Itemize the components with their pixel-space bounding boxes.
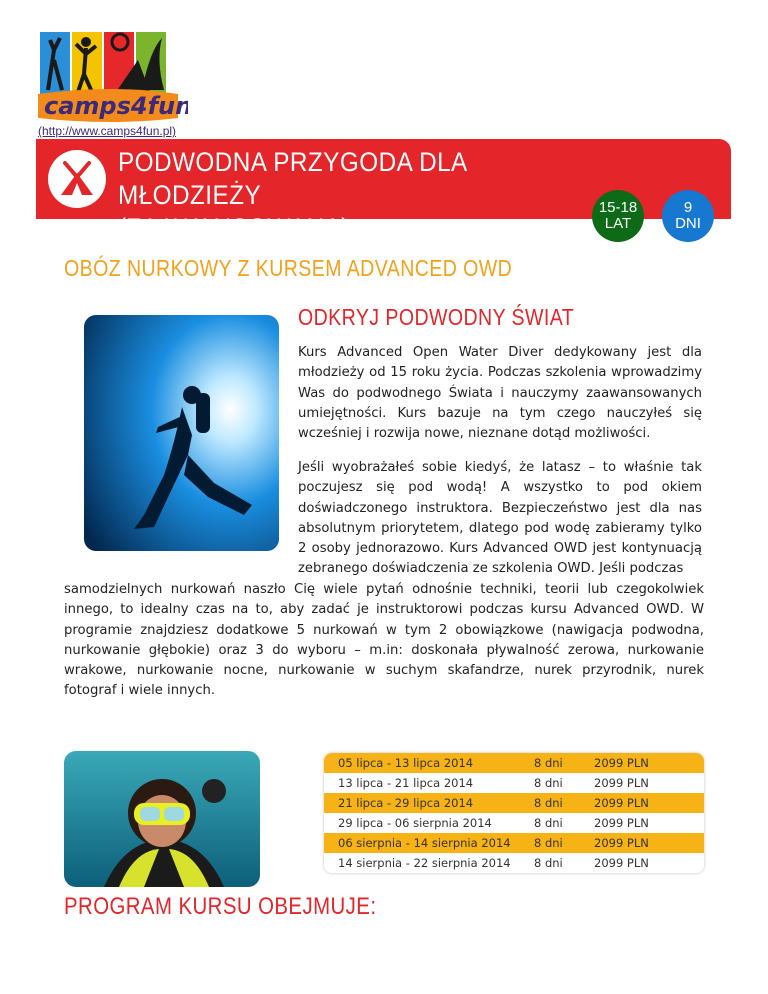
section-heading: OBÓZ NURKOWY Z KURSEM ADVANCED OWD <box>64 255 513 281</box>
age-badge <box>592 190 644 242</box>
schedule-price: 2099 PLN <box>594 776 649 790</box>
days-badge <box>662 190 714 242</box>
schedule-price: 2099 PLN <box>594 836 649 850</box>
intro-paragraph: Kurs Advanced Open Water Diver dedykowany jest dla młodzieży od 15 roku życia. Podczas szkolenia wprowadzimy Was do podwodnego Świata i nauczymy zaawansowanych umiejętności. Kurs bazuje na tym czego nauczyłeś się wcześniej i rozwija nowe, nieznane dotąd możliwości. <box>298 345 702 442</box>
body-paragraph: Jeśli wyobrażałeś sobie kiedyś, że latasz – to właśnie tak poczujesz się pod wodą! A wszystko to pod okiem doświadczonego instruktora. Bezpieczeństwo jest dla nas absolutnym priorytetem, dlatego pod wodę zabieramy tylko 2 osoby jednorazowo. Kurs Advanced OWD jest kontynuacją zebranego doświadczenia ze szkolenia OWD. Jeśli podczas <box>298 460 702 577</box>
schedule-days: 8 dni <box>534 836 563 850</box>
schedule-price: 2099 PLN <box>594 756 649 770</box>
title-line-1: PODWODNA PRZYGODA DLA <box>118 147 468 177</box>
body-paragraph-continued: samodzielnych nurkowań naszło Cię wiele pytań odnośnie techniki, teorii lub czegokolwiek innego, to idealny czas na to, aby zadać je instruktorowi podczas kursu Advanced OWD. W programie znajdziesz dodatkowe 5 nurkowań w tym 2 obowiązkowe (nawigacja podwodna, nurkowanie głębokie) oraz 3 do wyboru – m.in: doskonała pływalność zerowa, nurkowanie wrakowe, nurkowanie nocne, nurkowanie w suchym skafandrze, nurek przyrodnik, nurek fotograf i wiele innych. <box>64 582 704 699</box>
table-row <box>324 793 704 813</box>
schedule-days: 8 dni <box>534 796 563 810</box>
table-row <box>324 753 704 773</box>
schedule-dates: 13 lipca - 21 lipca 2014 <box>338 776 474 790</box>
table-row <box>324 853 704 873</box>
page-title <box>118 146 478 245</box>
young-diver-photo <box>64 751 260 887</box>
schedule-price: 2099 PLN <box>594 796 649 810</box>
sub-heading: ODKRYJ PODWODNY ŚWIAT <box>298 304 575 330</box>
tent-icon-circle <box>48 150 106 208</box>
camps4fun-logo <box>38 30 188 126</box>
logo-wordmark: camps4fun <box>44 92 188 120</box>
schedule-dates: 29 lipca - 06 sierpnia 2014 <box>338 816 492 830</box>
schedule-table <box>324 753 704 873</box>
schedule-price: 2099 PLN <box>594 816 649 830</box>
schedule-days: 8 dni <box>534 856 563 870</box>
schedule-dates: 21 lipca - 29 lipca 2014 <box>338 796 474 810</box>
days-unit: DNI <box>675 215 701 232</box>
diver-silhouette-photo <box>84 315 279 551</box>
table-row <box>324 833 704 853</box>
program-heading: PROGRAM KURSU OBEJMUJE: <box>64 893 377 920</box>
schedule-dates: 14 sierpnia - 22 sierpnia 2014 <box>338 856 511 870</box>
table-row <box>324 773 704 793</box>
table-row <box>324 813 704 833</box>
days-value: 9 <box>683 199 693 216</box>
schedule-price: 2099 PLN <box>594 856 649 870</box>
schedule-dates: 05 lipca - 13 lipca 2014 <box>338 756 474 770</box>
logo-url-link[interactable]: (http://www.camps4fun.pl) <box>38 124 177 138</box>
schedule-days: 8 dni <box>534 756 563 770</box>
schedule-dates: 06 sierpnia - 14 sierpnia 2014 <box>338 836 511 850</box>
age-unit: LAT <box>604 215 632 232</box>
schedule-days: 8 dni <box>534 816 563 830</box>
tent-icon <box>57 159 97 199</box>
schedule-days: 8 dni <box>534 776 563 790</box>
title-line-2: MŁODZIEŻY (ZAAWANSOWANA) <box>118 180 350 243</box>
age-value: 15-18 <box>598 199 638 216</box>
